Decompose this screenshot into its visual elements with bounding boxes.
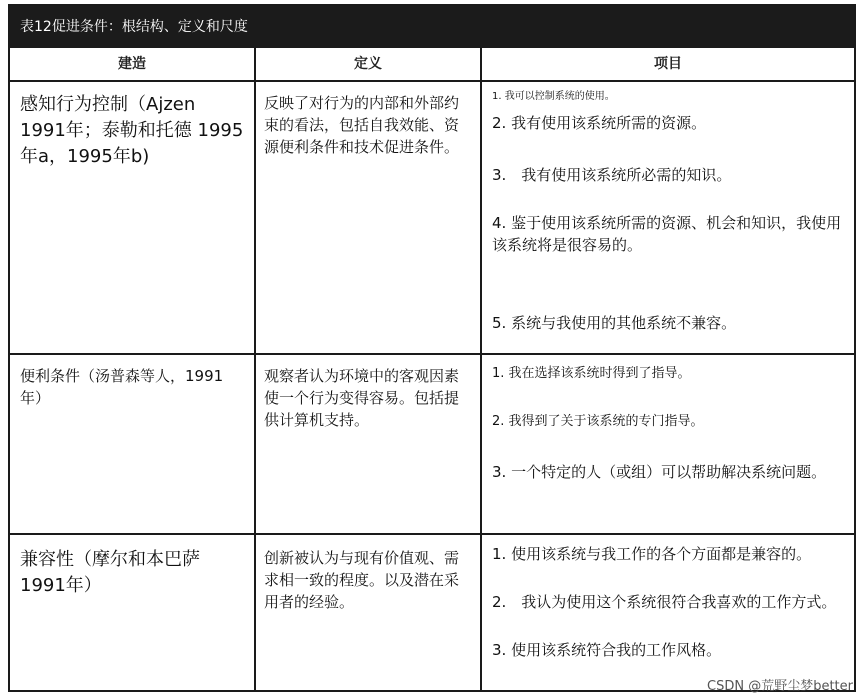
construct-cell: 兼容性（摩尔和本巴萨1991年） — [20, 549, 200, 596]
item-text: 2. 我得到了关于该系统的专门指导。 — [492, 414, 704, 429]
construct-cell: 感知行为控制（Ajzen 1991年；泰勒和托德 1995年a，1995年b) — [20, 94, 244, 167]
header-definition: 定义 — [354, 56, 382, 72]
row-divider — [10, 533, 854, 535]
item-text: 3. 使用该系统符合我的工作风格。 — [492, 641, 722, 659]
definition-cell: 创新被认为与现有价值观、需求相一致的程度。以及潜在采用者的经验。 — [264, 549, 460, 611]
item-text: 4. 鉴于使用该系统所需的资源、机会和知识，我使用该系统将是很容易的。 — [492, 214, 842, 254]
construct-cell: 便利条件（汤普森等人，1991年） — [20, 367, 224, 407]
header-construct: 建造 — [118, 56, 146, 72]
items-cell — [482, 539, 854, 689]
table-header-row — [10, 48, 854, 82]
item-text: 1. 我在选择该系统时得到了指导。 — [492, 366, 691, 381]
items-cell — [482, 357, 854, 531]
definition-cell: 反映了对行为的内部和外部约束的看法，包括自我效能、资源便利条件和技术促进条件。 — [264, 94, 460, 156]
watermark: CSDN @荒野尘梦better — [707, 679, 853, 694]
item-text: 3. 一个特定的人（或组）可以帮助解决系统问题。 — [492, 463, 827, 481]
item-text: 1. 我可以控制系统的使用。 — [492, 91, 615, 102]
item-text: 2. 我有使用该系统所需的资源。 — [492, 114, 707, 132]
header-items: 项目 — [654, 56, 682, 72]
definition-cell: 观察者认为环境中的客观因素使一个行为变得容易。包括提供计算机支持。 — [264, 367, 460, 429]
table-frame — [8, 4, 856, 692]
item-text: 1. 使用该系统与我工作的各个方面都是兼容的。 — [492, 545, 812, 563]
item-text: 5. 系统与我使用的其他系统不兼容。 — [492, 314, 737, 332]
item-text: 2. 我认为使用这个系统很符合我喜欢的工作方式。 — [492, 593, 837, 611]
row-divider — [10, 353, 854, 355]
table-title: 表12促进条件：根结构、定义和尺度 — [10, 6, 854, 48]
item-text: 3. 我有使用该系统所必需的知识。 — [492, 166, 732, 184]
items-cell — [482, 84, 854, 352]
